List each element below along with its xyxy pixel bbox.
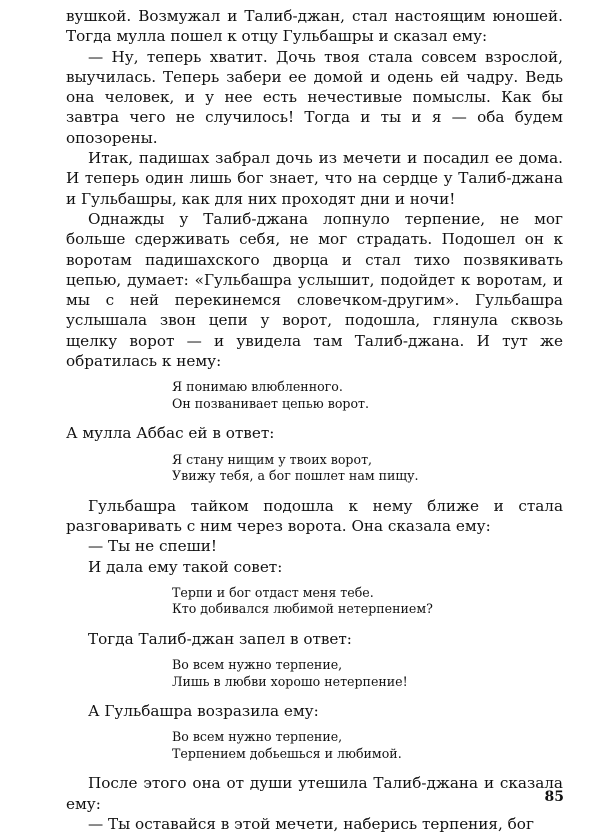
verse-line: Я понимаю влюбленного. — [172, 379, 343, 395]
paragraph: А мулла Аббас ей в ответ: — [66, 424, 275, 443]
text-column — [66, 6, 563, 834]
verse-line: Я стану нищим у твоих ворот, — [172, 451, 373, 467]
paragraph: Итак, падишах забрал дочь из мечети и посадил ее дома. И теперь один лишь бог знает, что на сердце у Талиб-джана и Гульбашры, как для них проходят дни и ночи! — [66, 149, 563, 208]
paragraph: И дала ему такой совет: — [88, 557, 283, 576]
verse-line: Кто добивался любимой нетерпением? — [172, 601, 433, 617]
verse-line: Во всем нужно терпение, — [172, 657, 343, 673]
verse-block — [172, 452, 563, 485]
paragraph: А Гульбашра возразила ему: — [88, 702, 319, 721]
verse-block — [172, 729, 563, 762]
paragraph: вушкой. Возмужал и Талиб-джан, стал настоящим юношей. Тогда мулла пошел к отцу Гульбашры и сказал ему: — [66, 7, 563, 46]
paragraph: После этого она от души утешила Талиб-джана и сказала ему: — [66, 774, 563, 813]
dialogue-line: — Ты оставайся в этой мечети, наберись терпения, бог — [88, 815, 534, 834]
paragraph: Тогда Талиб-джан запел в ответ: — [88, 629, 352, 648]
page-number: 85 — [544, 789, 564, 805]
verse-line: Лишь в любви хорошо нетерпение! — [172, 673, 408, 689]
verse-line: Увижу тебя, а бог пошлет нам пищу. — [172, 468, 419, 484]
verse-line: Терпением добьешься и любимой. — [172, 745, 402, 761]
dialogue-line: — Ты не спеши! — [88, 537, 217, 556]
paragraph: — Ну, теперь хватит. Дочь твоя стала совсем взрослой, выучилась. Теперь забери ее домой и одень ей чадру. Ведь она человек, и у нее есть нечестивые помыслы. Как бы завтра чего не случилось! Тогда и ты и я — оба будем опозорены. — [66, 47, 563, 147]
verse-block — [172, 657, 563, 690]
verse-line: Он позванивает цепью ворот. — [172, 395, 370, 411]
paragraph: Однажды у Талиб-джана лопнуло терпение, не мог больше сдерживать себя, не мог страдать. Подошел он к воротам падишахского дворца и стал тихо позвякивать цепью, думает: «Гульбашра услышит, подойдет к воротам, и мы с ней перекинемся словечком-другим». Гульбашра услышала звон цепи у ворот, подошла, глянула сквозь щелку ворот — и увидела там Талиб-джана. И тут же обратилась к нему: — [66, 209, 563, 371]
verse-block — [172, 585, 563, 618]
verse-block — [172, 379, 563, 412]
verse-line: Во всем нужно терпение, — [172, 729, 343, 745]
verse-line: Терпи и бог отдаст меня тебе. — [172, 584, 374, 600]
paragraph: Гульбашра тайком подошла к нему ближе и стала разговаривать с ним через ворота. Она сказала ему: — [66, 496, 563, 535]
